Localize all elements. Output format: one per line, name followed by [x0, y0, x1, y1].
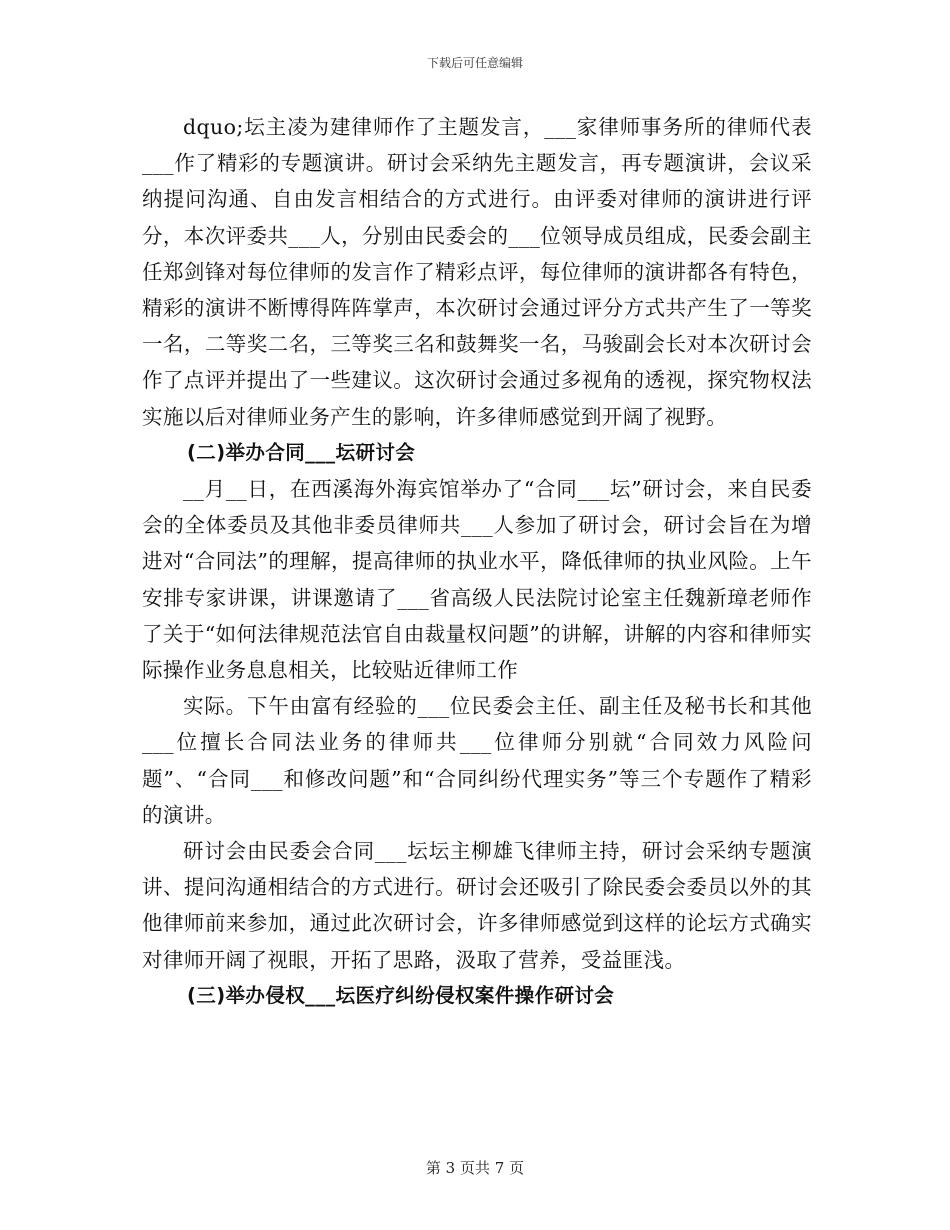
- document-body: [142, 109, 812, 1014]
- paragraph-contract-forum-intro: __月__日，在西溪海外海宾馆举办了“合同___坛”研讨会，来自民委会的全体委员及其他非委员律师共___人参加了研讨会，研讨会旨在为增进对“合同法”的理解，提高律师的执业水平，降低律师的执业风险。上午安排专家讲课，讲课邀请了___省高级人民法院讨论室主任魏新璋老师作了关于“如何法律规范法官自由裁量权问题”的讲解，讲解的内容和律师实际操作业务息息相关，比较贴近律师工作: [142, 477, 812, 683]
- paragraph-contract-forum-summary: 研讨会由民委会合同___坛坛主柳雄飞律师主持，研讨会采纳专题演讲、提问沟通相结合的方式进行。研讨会还吸引了除民委会委员以外的其他律师前来参加，通过此次研讨会，许多律师感觉到这样的论坛方式确实对律师开阔了视眼，开拓了思路，汲取了营养，受益匪浅。: [142, 839, 812, 972]
- page-footer: 第 3 页共 7 页: [425, 1159, 525, 1177]
- paragraph-contract-forum-afternoon: 实际。下午由富有经验的___位民委会主任、副主任及秘书长和其他___位擅长合同法业务的律师共___位律师分别就“合同效力风险问题”、“合同___和修改问题”和“合同纠纷代理实务”等三个专题作了精彩的演讲。: [142, 694, 812, 827]
- section-heading-contract-forum: (二)举办合同___坛研讨会: [187, 440, 416, 464]
- section-heading-tort-forum: (三)举办侵权___坛医疗纠纷侵权案件操作研讨会: [187, 983, 615, 1007]
- paragraph-speech-contest: dquo;坛主凌为建律师作了主题发言，___家律师事务所的律师代表___作了精彩的专题演讲。研讨会采纳先主题发言，再专题演讲，会议采纳提问沟通、自由发言相结合的方式进行。由评委对律师的演讲进行评分，本次评委共___人，分别由民委会的___位领导成员组成，民委会副主任郑剑锋对每位律师的发言作了精彩点评，每位律师的演讲都各有特色，精彩的演讲不断博得阵阵掌声，本次研讨会通过评分方式共产生了一等奖一名，二等奖二名，三等奖三名和鼓舞奖一名，马骏副会长对本次研讨会作了点评并提出了一些建议。这次研讨会通过多视角的透视，探究物权法实施以后对律师业务产生的影响，许多律师感觉到开阔了视野。: [142, 115, 812, 429]
- page-header: 下载后可任意编辑: [426, 56, 523, 70]
